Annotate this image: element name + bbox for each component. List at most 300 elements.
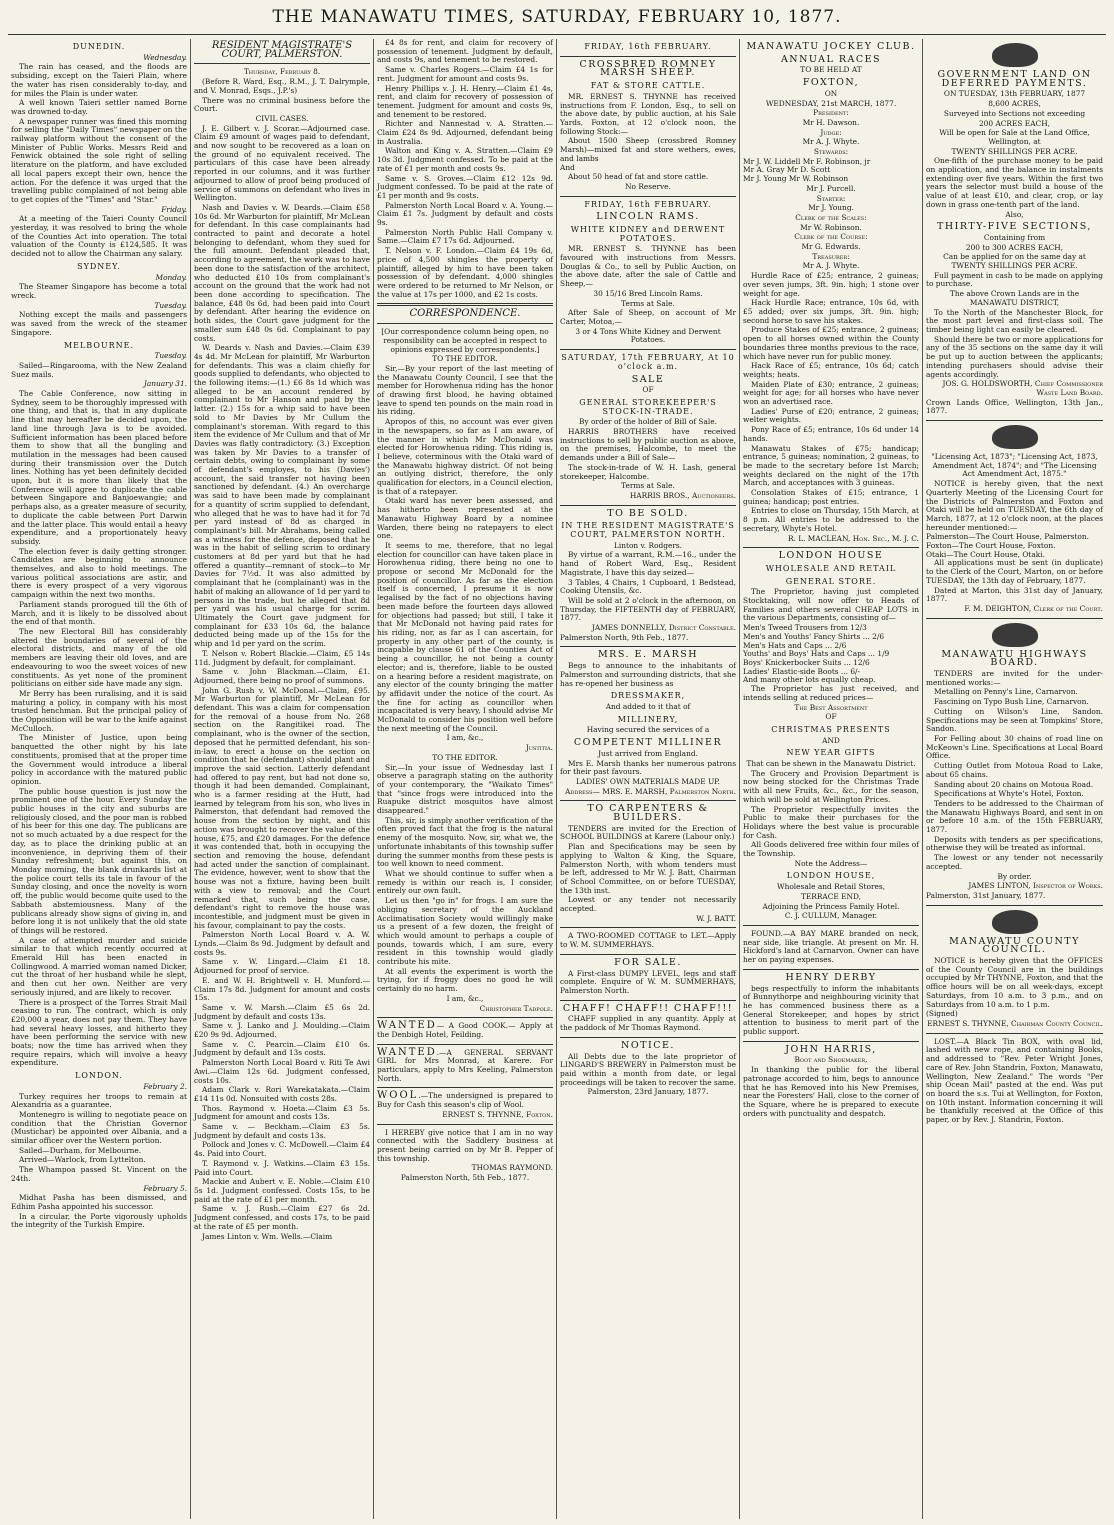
- divider: [560, 954, 736, 955]
- sale-text: And: [560, 163, 575, 173]
- court-paragraph: Palmerston North Public Hall Company v. Same.—Claim £7 17s 6d. Adjourned.: [377, 227, 553, 246]
- ad-signature: W. J. BATT.: [696, 913, 736, 923]
- ad-text: Dated at Marton, this 31st day of January, 1877.: [926, 585, 1103, 604]
- race-entry: Hurdle Race of £25; entrance, 2 guineas; over seven jumps, 3ft. 9in. high; 1 stone over weight for age.: [743, 271, 919, 298]
- court-paragraph: Mackie and Aubert v. E. Noble.—Claim £10 5s 1d. Judgment confessed. Costs 15s, to be paid at the rate of £1 per month.: [194, 1177, 370, 1204]
- royal-crest-icon: [992, 43, 1038, 67]
- ad-text: Mrs E. Marsh thanks her numerous patrons for their past favours.: [560, 758, 736, 777]
- court-date: Thursday, February 8.: [243, 67, 321, 77]
- ad-line: FOXTON,: [802, 77, 860, 89]
- sale-reserve: No Reserve.: [625, 181, 671, 191]
- sale-item: 3 or 4 Tons White Kidney and Derwent Potatoes.: [575, 326, 721, 345]
- officer-label: Clerk of the Course:: [794, 232, 868, 242]
- race-entry: Entries to close on Thursday, 15th March, at 8 p.m. All entries to be addressed to the secretary, Whyte's Hotel.: [743, 506, 919, 533]
- price-item: Ladies' Elastic-side Boots ... 6/-: [743, 666, 861, 676]
- ad-line: DRESSMAKER,: [610, 691, 686, 701]
- divider: [926, 618, 1103, 619]
- ad-text: — A Good COOK.— Apply at the Denbigh Hotel, Feilding.: [377, 1021, 553, 1039]
- column-4: [557, 39, 740, 1519]
- ad-subtitle: IN THE RESIDENT MAGISTRATE'S COURT, PALMERSTON NORTH.: [561, 521, 735, 540]
- ad-line: 200 ACRES EACH,: [978, 118, 1050, 128]
- sale-text: MR. ERNEST S. THYNNE has received instructions from F. London, Esq., to sell on the above date, by public auction, at his Sale Yards, Foxton, at 12 o'clock noon, the following Stock:—: [560, 91, 736, 136]
- ad-line: TO BE HELD AT: [800, 65, 862, 75]
- news-paragraph: Midhat Pasha has been dismissed, and Edhim Pasha appointed his successor.: [11, 1193, 187, 1211]
- ad-text: Will be sold at 2 o'clock in the afternoon, on Thursday, the FIFTEENTH day of FEBRUARY, 1877.: [560, 595, 736, 623]
- divider: [560, 1037, 736, 1038]
- letter-heading: TO THE EDITOR.: [432, 354, 498, 364]
- court-paragraph: Henry Phillips v. J. H. Henry.—Claim £1 4s, rent, and claim for recovery of possession of tenement. Judgment for amount and costs 9s, and tenement to be restored.: [377, 83, 553, 119]
- officer-label: Stewards:: [813, 147, 849, 157]
- ad-text: Cutting Outlet from Motoua Road to Lake, about 65 chains.: [926, 761, 1103, 779]
- ad-title: WANTED: [377, 1020, 437, 1032]
- ad-text: For Felling about 30 chains of road line on McKeown's Line. Specifications at Local Board Office.: [926, 734, 1103, 761]
- court-paragraph: T. Nelson v. Robert Blackie.—Claim, £5 14s 11d. Judgment by default, for complainant.: [194, 648, 370, 667]
- ad-found: FOUND.—A BAY MARE branded on neck, near side, like triangle. At present on Mr. H. Hickford's land at Carnarvon. Owner can have her on paying expenses.: [743, 928, 919, 965]
- ad-text: A First-class DUMPY LEVEL, legs and staff complete. Enquire of W. M. SUMMERHAYS, Palmerston North.: [560, 968, 736, 995]
- ad-text: Cutting on Wilson's Line, Sandon. Specifications may be seen at Tompkins' Store, Sandon.: [926, 706, 1103, 734]
- correspondence-note: [Our correspondence column being open, no responsibility can be accepted in respect to opinions expressed by correspondents.]: [381, 327, 549, 354]
- news-paragraph: Mr Berry has been ruralising, and it is said maturing a policy, in company with his most trusted henchman. But the principal policy of the Opposition will be war to the knife against McCulloch.: [11, 688, 187, 733]
- column-1: [8, 39, 191, 1519]
- ad-line: The above Crown Lands are in the MANAWATU DISTRICT,: [949, 289, 1080, 307]
- ad-line: Can be applied for on the same day at TWENTY SHILLINGS PER ACRE.: [943, 252, 1086, 271]
- divider: [926, 905, 1103, 906]
- ad-title-for-sale: FOR SALE.: [614, 956, 682, 968]
- news-paragraph: Turkey requires her troops to remain at Alexandria as a guarantee.: [11, 1091, 187, 1110]
- sale-text: After Sale of Sheep, on account of Mr Carter, Motoa,—: [560, 308, 736, 326]
- ad-text: By virtue of a warrant, R.M.—16., under the hand of Robert Ward, Esq., Resident Magistrate, I have this day seized—: [560, 550, 736, 577]
- ad-text: The lowest or any tender not necessarily accepted.: [926, 853, 1103, 871]
- news-paragraph: Sailed—Durham, for Melbourne.: [19, 1145, 142, 1155]
- ad-text: Lowest or any tender not necessarily accepted.: [560, 895, 736, 914]
- ad-line: Containing from: [983, 232, 1046, 242]
- officer-label: Starter:: [816, 193, 846, 203]
- news-paragraph: The Cable Conference, now sitting in Sydney, seem to be thoroughly impressed with one thing, and that is, that in any duplicate line that may hereafter be decided upon, the land line through Java is to be avoided. Sufficient information has been placed before them to show that all the bungling and mutilation in the messages had been caused during their transmission over the Dutch lines. Nothing has yet been definitely decided upon, but it is more than likely that the Conference will agree to duplicate the cable between Singapore and Banjoewangie; and perhaps also, as a greater measure of security, to duplicate the cable between Port Darwin and the latter place. This would entail a heavy expenditure, and a proportionately heavy subsidy.: [11, 389, 187, 546]
- divider: [377, 1044, 553, 1045]
- ad-text: .—The undersigned is prepared to Buy for Cash this season's clip of Wool.: [377, 1091, 553, 1110]
- ad-subtitle: ANNUAL RACES: [780, 53, 882, 65]
- letter-close: I am, &c.,: [446, 993, 484, 1003]
- divider: [743, 925, 919, 926]
- divider: [377, 1017, 553, 1018]
- ad-line: Palmerston—The Court House, Palmerston.: [926, 532, 1089, 542]
- officer-name: Mr G. Edwards.: [801, 242, 861, 252]
- court-paragraph: Palmerston North Local Board v. Riti Te Awi Awi.—Claim 12s 6d. Judgment confessed, costs 10s.: [194, 1058, 370, 1085]
- ad-text: NOTICE is hereby given, that the next Quarterly Meeting of the Licensing Court for the Districts of Palmerston and Foxton and Otaki will be held on TUESDAY, the 6th day of March, 1877, at 12 o'clock noon, at the places hereunder mentioned:—: [926, 479, 1103, 532]
- ad-cottage: A TWO-ROOMED COTTAGE to LET.—Apply to W. M. SUMMERHAYS.: [560, 931, 736, 950]
- sale-terms: Terms at Sale.: [621, 298, 675, 308]
- ad-line: LONDON HOUSE,: [786, 871, 876, 881]
- ad-title-to-be-sold: TO BE SOLD.: [607, 507, 689, 519]
- divider: [377, 1124, 553, 1125]
- dateline-day: Friday.: [161, 204, 187, 214]
- ad-text: 3 Tables, 4 Chairs, 1 Cupboard, 1 Bedstead, Cooking Utensils, &c.: [560, 577, 736, 596]
- officer-name: Mr J. Young.: [808, 203, 854, 213]
- ad-line: Surveyed into Sections not exceeding: [943, 108, 1086, 118]
- court-paragraph: T. Nelson v. F. London.—Claim £4 19s 6d, price of 4,500 shingles the property of plaintiff, alleged by him to have been taken possession of by defendant. 4,000 shingles were ordered to be returned to Mr Nelson, or the value at 17s per 1000, and £2 1s costs.: [377, 246, 553, 299]
- column-5: [740, 39, 923, 1519]
- divider: [560, 800, 736, 801]
- news-paragraph: A newspaper runner was fined this morning for selling the "Daily Times" newspaper on the railway platform without the consent of the Minister of Public Works. Messrs Reid and Fenwick obtained the sole right of selling literature on the platform, and have excluded all local papers except their own, hence the action. For the defence it was urged that the travelling public complained of not being able to get copies of the "Times" and "Star.": [11, 116, 187, 204]
- news-paragraph: Parliament stands prorogued till the 6th of March, and it is likely to be dissolved about the end of that month.: [11, 599, 187, 627]
- sale-title: CROSSBRED ROMNEY MARSH SHEEP.: [579, 58, 717, 79]
- officer-name: Mr A. Gray Mr D. Scott: [743, 165, 831, 175]
- court-paragraph: Walton and King v. A. Stratten.—Claim £9 10s 3d. Judgment confessed. To be paid at the rate of £1 per month and costs 9s.: [377, 146, 553, 173]
- ad-text: CHAFF supplied in any quantity. Apply at the paddock of Mr Thomas Raymond.: [560, 1014, 736, 1033]
- ad-wanted-cook: [377, 1022, 553, 1039]
- divider: [560, 505, 736, 506]
- court-paragraph: E. and W. H. Brightwell v. H. Munford.—Claim 17s 8d. Judgment for amount and costs 15s.: [194, 975, 370, 1003]
- ad-wanted-servant: [377, 1046, 553, 1084]
- page-columns: [8, 39, 1106, 1519]
- price-item: And many other lots equally cheap.: [743, 675, 876, 685]
- letter-paragraph: This, sir, is simply another verification of the often proved fact that the frog is the natural enemy of the mosquito. Now, sir, what we, the unfortunate inhabitants of this township suffer during the summer months from these pests is too well known to need comment.: [377, 815, 553, 869]
- letter-paragraph: At all events the experiment is worth the trying, for if froggy does no good he will certainly do no harm.: [377, 966, 553, 994]
- news-paragraph: A case of attempted murder and suicide similar to that which recently occurred at Emerald Hill has been enacted in Collingwood. A married woman named Dicker, cut the throat of her husband while he slept, and then cut her own. Neither are very seriously injured, and are likely to recover.: [11, 935, 187, 997]
- ad-line: MILLINERY,: [617, 714, 679, 724]
- sale-item: About 50 head of fat and store cattle.: [568, 172, 709, 182]
- ad-line: TWENTY SHILLINGS PER ACRE.: [951, 146, 1078, 156]
- ad-line: 200 to 300 ACRES EACH,: [965, 242, 1064, 252]
- ad-text: To the North of the Manchester Block, for the most part level and first-class soil. The timber being light can easily be cleared.: [926, 307, 1103, 334]
- ad-line: (Signed): [926, 1009, 958, 1019]
- ad-address: Address— MRS. E. MARSH, Palmerston North.: [565, 786, 736, 796]
- news-paragraph: The new Electoral Bill has considerably altered the boundaries of several of the electoral districts, and many of the old members are leaving their old loves, and are endeavouring to woo the sweet voices of new constituents. As yet none of the prominent politicians on either side have made any sign.: [11, 627, 187, 689]
- price-item: Youths' and Boys' Hats and Caps ... 1/9: [743, 649, 890, 659]
- ad-subtitle: Boot and Shoemaker,: [794, 1055, 868, 1065]
- court-paragraph: Same v. W. Lingard.—Claim £1 18. Adjourned for proof of service.: [194, 957, 370, 976]
- officer-label: President:: [813, 108, 849, 118]
- news-paragraph: Nothing except the mails and passengers was saved from the wreck of the steamer Singapore.: [11, 310, 187, 337]
- ad-text: Specifications at Whyte's Hotel, Foxton.: [934, 789, 1084, 799]
- ad-title-derby: HENRY DERBY: [785, 971, 877, 983]
- ad-line: Wholesale and Retail Stores,: [777, 882, 885, 892]
- letter-paragraph: Sir,—In your issue of Wednesday last I observe a paragraph stating on the authority of your contemporary, the "Waikato Times" that "since frogs were introduced into the Ruapuke district mosquitos have almost disappeared.": [377, 762, 553, 816]
- ad-text: The Grocery and Provision Department is now being stocked for the Christmas Trade with all new Fruits, &c., &c., for the season, which will be sold at Wellington Prices.: [743, 768, 919, 804]
- sale-order: By order of the holder of Bill of Sale.: [579, 417, 717, 427]
- dateline-london: LONDON.: [75, 1071, 123, 1081]
- dateline-day: Tuesday.: [154, 300, 187, 310]
- ad-wool: [377, 1092, 553, 1119]
- news-paragraph: Sailed—Ringarooma, with the New Zealand Suez mails.: [11, 360, 187, 379]
- sale-date: SATURDAY, 17th FEBRUARY, At 10 o'clock a.m.: [561, 353, 735, 371]
- letter-close: I am, &c.,: [446, 733, 484, 743]
- news-paragraph: The election fever is daily getting stronger. Candidates are beginning to announce themselves, and also to hold meetings. The various political associations are astir, and there is every prospect of a very vigorous campaign within the next two months.: [11, 546, 187, 600]
- race-entry: Produce Stakes of £25; entrance, 2 guineas; open to all horses owned within the County boundaries three months previous to the race, which have never run for public money.: [743, 325, 919, 361]
- ad-line: Foxton—The Court House, Foxton.: [926, 541, 1056, 551]
- sale-signature: HARRIS BROS., Auctioneers.: [629, 490, 736, 500]
- officer-name: Mr J. Young Mr W. Robinson: [743, 174, 849, 184]
- court-paragraph: Same v. S. Groves.—Claim £12 12s 9d. Judgment confessed. To be paid at the rate of £1 per month and 9s costs.: [377, 173, 553, 200]
- court-paragraph: Same v. J. Lanko and J. Moulding.—Claim £20 9s 9d. Adjourned.: [194, 1021, 370, 1040]
- ad-text: All Debts due to the late proprietor of LINGARD'S BREWERY in Palmerston must be paid within a month from date, or legal proceedings will be taken to recover the same.: [560, 1051, 736, 1087]
- ad-signature: JOS. G. HOLDSWORTH, Chief Commissioner Waste Land Board.: [942, 379, 1103, 397]
- sale-item: 30 15/16 Bred Lincoln Rams.: [593, 288, 703, 298]
- officer-label: Treasurer:: [812, 251, 850, 261]
- ad-text: Metalling on Penny's Line, Carnarvon.: [934, 687, 1078, 697]
- news-paragraph: A well known Taieri settler named Borne was drowned to-day.: [11, 98, 187, 116]
- news-paragraph: In a circular, the Porte vigorously upholds the integrity of the Turkish Empire.: [11, 1211, 187, 1230]
- ad-title-government-land: GOVERNMENT LAND ON DEFERRED PAYMENTS.: [937, 69, 1092, 89]
- divider: [743, 1041, 919, 1042]
- ad-text: Fascining on Typo Bush Line, Carnarvon.: [934, 697, 1089, 707]
- race-entry: Hack Hurdle Race; entrance, 10s 6d, with £5 added; over six jumps, 3ft. 9in. high; second horse to save his stakes.: [743, 298, 919, 325]
- divider: [377, 1087, 553, 1088]
- ad-date: Palmerston North, 9th Feb., 1877.: [560, 632, 689, 642]
- ad-text: I HEREBY give notice that I am in no way connected with the Saddlery business at present being carried on by Mr B. Pepper of this township.: [377, 1127, 553, 1163]
- ad-date: Palmerston, 23rd January, 1877.: [587, 1087, 709, 1097]
- sale-text: HARRIS BROTHERS have received instructions to sell by public auction as above, on the premises, Halcombe, to meet the demands under a Bill of Sale—: [560, 427, 736, 463]
- officer-name: Mr A. J. Whyte.: [802, 137, 860, 147]
- ad-line: Otaki—The Court House, Otaki.: [926, 549, 1045, 559]
- ad-date: Crown Lands Office, Wellington, 13th Jan., 1877.: [926, 397, 1103, 416]
- news-paragraph: Montenegro is willing to negotiate peace on condition that the Christian Governor (Mustichar) be appointed over Albania, and a similar officer over the Western portion.: [11, 1109, 187, 1146]
- divider: [560, 349, 736, 350]
- column-3: [374, 39, 557, 1519]
- ad-line: And added to it that of: [605, 702, 691, 711]
- news-paragraph: The Minister of Justice, upon being banquetted the other night by his late constituents, promised that at the proper time the Government would introduce a liberal policy in accordance with the matured public opinion.: [11, 733, 187, 786]
- ad-signature: R. L. MACLEAN, Hon. Sec., M. J. C.: [787, 533, 919, 543]
- ad-subtitle: GENERAL STORE.: [785, 576, 877, 586]
- court-paragraph: Same v. W. Marsh.—Claim £5 6s 2d. Judgment by default and costs 13s.: [194, 1002, 370, 1021]
- sale-date: FRIDAY, 16th FEBRUARY.: [584, 42, 712, 51]
- ad-line: CHRISTMAS PRESENTS: [771, 724, 891, 734]
- ad-text: The Proprietor respectfully invites the Public to make their purchases for the Holidays where the best value is procurable for Cash.: [743, 804, 919, 840]
- royal-crest-icon: [992, 910, 1038, 934]
- letter-paragraph: It seems to me, therefore, that no legal election for councillor can have taken place in Horowhenua riding, there being no one to propose or second Mr McDonald for the position of councillor. As far as the election itself is concerned, I presume it is now legalised by the fact of no objections having been made before the fourteen days allowed for objections had passed; but still, I take it that Mr McDonald not having paid rates for his riding, nor, as far as I can ascertain, for property in any other part of the county, is incapable by clause 61 of the Counties Act of being a councillor, he not being a county elector; and is, therefore, liable to be ousted on a hearing before a resident magistrate, on any elector of the county bringing the matter by affidavit under the notice of the court. As the fine for acting as councillor when incapacitated is very heavy, I should advise Mr McDonald to consider his position well before the next meeting of the Council.: [377, 540, 553, 733]
- letter-signature: Justitia.: [525, 743, 553, 753]
- divider: [560, 196, 736, 197]
- court-paragraph: James Linton v. Wm. Wells.—Claim: [202, 1231, 333, 1241]
- ad-notice-raymond: [377, 1129, 553, 1183]
- ad-title-harris: JOHN HARRIS,: [785, 1043, 877, 1055]
- news-paragraph: The rain has ceased, and the floods are subsiding, except on the Taieri Plain, where the water has risen considerably to-day, and for miles the Plain is under water.: [11, 62, 187, 98]
- sale-of: OF: [642, 385, 654, 395]
- divider: [377, 303, 553, 306]
- dateline-day: January 31.: [143, 379, 187, 389]
- divider: [377, 323, 553, 324]
- dateline-day: February 5.: [143, 1183, 187, 1193]
- ad-line: WEDNESDAY, 21st MARCH, 1877.: [765, 98, 897, 108]
- ad-line: Adjoining the Princess Family Hotel.: [762, 901, 900, 911]
- ad-text: TENDERS are invited for the under-mentioned works:—: [926, 669, 1103, 687]
- sale-title: LINCOLN RAMS.: [596, 211, 700, 223]
- ad-title-marsh: MRS. E. MARSH: [597, 649, 699, 661]
- ad-text: In thanking the public for the liberal patronage accorded to him, begs to announce that he has Removed into his New Premises, near the Foresters' Hall, close to the corner of the Square, where he is prepared to execute orders with punctuality and despatch.: [743, 1065, 919, 1118]
- ad-signature: ERNEST S. THYNNE, Foxton.: [442, 1109, 553, 1119]
- divider: [560, 1000, 736, 1001]
- divider: [743, 547, 919, 548]
- ad-title: WOOL: [377, 1090, 419, 1102]
- sale-subtitle: FAT & STORE CATTLE.: [590, 81, 706, 91]
- ad-line: TERRACE END,: [800, 891, 862, 901]
- news-paragraph: The public house question is just now the prominent one of the hour. Every Sunday the public houses in the city and suburbs are religiously closed, and the poor man is robbed of his beer for this one day. The publicans are not so much actuated by a due respect for the day, as to place the drinking public at an inconvenience, in depriving them of their Sunday refreshment; but against this, on Monday morning, the blank drunkards list at the police court tells its tale in favour of the Sunday closing, and once the novelty is worn off, the public would become quite used to the Sabbath abstemiousness. Many of the publicans already show signs of giving in, and before long it is not unlikely that the old state of things will be restored.: [11, 786, 187, 935]
- ad-line: OF: [825, 712, 837, 722]
- ad-line: That can be shewn in the Manawatu District.: [746, 759, 916, 769]
- ad-text: All applications must be sent (in duplicate) to the Clerk of the Court, Marton, on or before TUESDAY, the 13th day of February, 1877.: [926, 558, 1103, 585]
- price-item: Men's and Youths' Fancy Shirts ... 2/6: [743, 631, 885, 641]
- ad-title-chaff: CHAFF! CHAFF!! CHAFF!!!: [562, 1002, 734, 1014]
- ad-text: Deposits with tenders as per specifications, otherwise they will be treated as informal.: [926, 834, 1103, 853]
- court-paragraph: Nash and Davies v. W. Deards.—Claim £58 10s 6d. Mr Warburton for plaintiff, Mr McLean for defendant. In this case complainants had contracted to paint and decorate a hotel belonging to defendant, whom they sued for the full amount. Defendant pleaded that, according to agreement, the work was to have been done to the satisfaction of the architect, who deducted £10 10s from complainant's account on the ground that the work had not been done according to specification. The balance, £48 0s 6d, had been paid into Court by defendant. After hearing the evidence on both sides, the Court gave judgment for the smaller sum £48 0s 6d. Complainant to pay costs.: [194, 202, 370, 343]
- letter-paragraph: Sir,—By your report of the last meeting of the Manawatu County Council, I see that the member for Horowhenua riding has the honor of drawing first blood, he having obtained leave to spend ten pounds on the main road in his riding.: [377, 363, 553, 417]
- ad-line: By order.: [997, 871, 1032, 881]
- news-paragraph: The Steamer Singapore has become a total wreck.: [11, 282, 187, 300]
- ad-line: Just arrived from England.: [598, 748, 698, 758]
- ad-date: Palmerston North, 5th Feb., 1877.: [400, 1173, 530, 1183]
- civil-cases-heading: CIVIL CASES.: [255, 113, 309, 123]
- court-paragraph: Same v. C. Pearcin.—Claim £10 6s. Judgment by default and 13s costs.: [194, 1039, 370, 1058]
- masthead: [8, 0, 1106, 35]
- officer-name: Mr W. Robinson.: [800, 222, 862, 232]
- officer-name: Mr J. Purcell.: [806, 183, 856, 193]
- ad-date: Palmerston, 31st January, 1877.: [926, 890, 1046, 900]
- divider: [560, 927, 736, 928]
- court-paragraph: W. Deards v. Nash and Davies.—Claim £39 4s 4d. Mr McLean for plaintiff, Mr Warburton for defendants. This was a claim chiefly for goods supplied to defendants, who objected to the following items:—(1.) £6 8s 1d which was alleged to be an account rendered by complainant to Mr Hanson and paid by the latter. (2.) 15s for a whip said to have been sold to Mr Davies by Mr Cullum the complainant's storeman. With regard to this item the evidence of Mr Cullum and that of Mr Davies was flatly contradictory. (3.) Exception was taken by Mr Davies to a transfer of certain debts, owing to complainant by some of defendant's employes, to his (Davies') account, the said transfer not having been sanctioned by defendant. (4.) An overcharge was said to have been made by complainant for a quantity of scrim supplied to defendant, who alleged that he was to have had it for 7d per yard instead of 8d as charged in complainant's bill. Mr Abrahams, being called as a witness for the defence, deposed that he was in the habit of selling scrim to ordinary customers at 8d per yard but that he had offered a quantity—remnant of stock—to Mr Davies for 7½d. It was also admitted by complainant that he (complainant) was in the habit of making an allowance of 1d per yard to persons in the trade, but he alleged that 8d per yard was his usual charge for scrim. Ultimately the Court gave judgment for complainant for £33 10s 6d, the balance deducted being made up of the 15s for the whip and 1d per yard on the scrim.: [194, 343, 370, 649]
- letter-paragraph: Apropos of this, no account was ever given in the newspapers, so far as I am aware, of the manner in which Mr McDonald was elected for Horowhenua riding. This riding is, I believe, coterminous with the Otaki ward of the Manawatu highway district. Of not being an outlying district, therefore, the only qualification for electors, in a Council election, is that of a ratepayer.: [377, 417, 553, 496]
- ad-lost: LOST.—A Black Tin BOX, with oval lid, lashed with new rope, and containing Books, and addressed to "Rev. Peter Wright Jones, care of Rev. John Standrin, Foxton, Manawatu, Wellington, New Zealand." The words "Per ship Ocean Mail" pasted at the end. Was put on board the s.s. Tui at Wellington, for Foxton, on 10th instant. Information concerning it will be thankfully received at the Office of this paper, or by Rev. J. Standrin, Foxton.: [926, 1036, 1103, 1125]
- ad-line: LADIES' OWN MATERIALS MADE UP.: [576, 776, 720, 786]
- ad-signature: ERNEST S. THYNNE, Chairman County Council.: [927, 1018, 1103, 1028]
- ad-line: THIRTY-FIVE SECTIONS,: [937, 221, 1092, 233]
- ad-text: Sanding about 20 chains on Motoua Road.: [934, 779, 1094, 789]
- ad-title: WANTED: [377, 1046, 437, 1058]
- news-paragraph: The Whampoa passed St. Vincent on the 24th.: [11, 1165, 187, 1183]
- ad-text: One-fifth of the purchase money to be paid on application, and the balance in instalments extending over five years. Within the first two years the selector must build a house of the value of at least £10, and clear, crop, or lay down in grass one-tenth part of the land.: [926, 156, 1103, 209]
- ad-line: Also,: [1005, 209, 1024, 219]
- letter-paragraph: Otaki ward has never been assessed, and has hitherto been represented at the Manawatu Highway Board by a nominee Warden, there being no ratepayers to elect one.: [377, 496, 553, 541]
- dateline-dunedin: DUNEDIN.: [72, 42, 126, 51]
- sale-date: FRIDAY, 16th FEBRUARY.: [584, 199, 712, 209]
- ad-title-highways-board: MANAWATU HIGHWAYS BOARD.: [941, 648, 1088, 669]
- news-paragraph: There is a prospect of the Torres Strait Mail ceasing to run. The contract, which is only £20,000 a year, does not pay them. They have had several heavy losses, and hitherto they have been performing the service with new boats; now the time has arrived when they require repairs, which will involve a heavy expenditure.: [11, 997, 187, 1068]
- race-entry: Ladies' Purse of £20; entrance, 2 guineas; welter weights.: [743, 406, 919, 425]
- divider: [743, 969, 919, 970]
- letter-heading: TO THE EDITOR.: [432, 752, 498, 762]
- divider: [194, 63, 370, 64]
- race-entry: Hack Race of £5; entrance, 10s 6d; catch weights; heats.: [743, 361, 919, 379]
- ad-signature: F. M. DEIGHTON, Clerk of the Court.: [964, 603, 1103, 613]
- sale-item: About 1500 Sheep (crossbred Romney Marsh)—mixed fat and store wethers, ewes, and lambs: [560, 136, 736, 163]
- ad-line: Note the Address—: [794, 858, 868, 868]
- column-6: [923, 39, 1106, 1519]
- section-heading-correspondence: CORRESPONDENCE.: [409, 308, 521, 320]
- court-paragraph: Adam Clark v. Rori Warekatakata.—Claim £14 11s 0d. Nonsuited with costs 28s.: [194, 1085, 370, 1103]
- ad-signature: THOMAS RAYMOND.: [471, 1163, 553, 1173]
- section-heading-court: RESIDENT MAGISTRATE'S COURT, PALMERSTON.: [211, 40, 353, 60]
- ad-text: begs respectfully to inform the inhabitants of Bunnythorpe and neighbouring vicinity that he has commenced business there as a General Storekeeper, and hopes by strict attention to business to merit part of the public support.: [743, 983, 919, 1037]
- officer-label: Judge:: [820, 127, 842, 137]
- divider: [560, 56, 736, 57]
- ad-case: Linton v. Rodgers.: [613, 540, 683, 550]
- dateline-day: Tuesday.: [154, 351, 187, 361]
- dateline-day: February 2.: [143, 1081, 187, 1091]
- ad-text: All Goods delivered free within four miles of the Township.: [743, 840, 919, 859]
- court-paragraph: Palmerston North Local Board v. A. W. Lynds.—Claim 8s 9d. Judgment by default and costs 9s.: [194, 930, 370, 957]
- officer-label: Clerk of the Scales:: [795, 212, 867, 222]
- ad-text: Should there be two or more applications for any of the 35 sections on the same day it will be put up to auction between the applicants; intending purchasers should advise their agents accordingly.: [926, 334, 1103, 379]
- ad-line: COMPETENT MILLINER: [573, 737, 723, 749]
- price-item: Men's Hats and Caps ... 2/6: [743, 640, 847, 650]
- court-paragraph: John G. Rush v. W. McDonal.—Claim, £95. Mr Warburton for plaintiff, Mr McLean for defendant. This was a claim for compensation for the removal of a house from No. 268 section on the Rangitikei road. The complainant, who is the owner of the section, deposed that he permitted defendant, his son-in-law, to erect a house on the section on condition that he (defendant) should plant and improve the said section. Latterly defendant had offered to pay rent, but had not done so, though it had been demanded. Complainant, who is a farmer residing at the Hutt, had learned by telegram from his son, who lives in Palmerston, that defendant had removed the house from the section by night, and this action was brought to recover the value of the house, £75, and £20 damages. For the defence it was contended that, both in occupying the section and removing the house, defendant had acted under the sanction of complainant. The evidence, however, went to show that the house was not a fixture, having been built with a view to removal; and the Court remarked that, such being the case, defendant's right to remove the house was incontestible, and judgment must be given in his favour, complainant to pay the costs.: [194, 685, 370, 930]
- ad-text: TENDERS are invited for the Erection of SCHOOL BUILDINGS at Karere (Labour only.): [560, 823, 736, 842]
- court-paragraph: Same v. John Blackman.—Claim, £1. Adjourned, there being no proof of summons.: [194, 667, 370, 685]
- court-paragraph: (Before R. Ward, Esq., R.M., J. T. Dalrymple, and V. Monrad, Esqs., J.P.'s): [194, 77, 370, 95]
- race-entry: Pony Race of £5; entrance, 10s 6d under 14 hands.: [743, 425, 919, 443]
- race-entry: Manawatu Stakes of £75; handicap; entrance, 5 guineas; nomination, 2 guineas, to be made to the secretary before 1st March; weights declared on the night of the 17th March, and acceptances with 3 guineas.: [743, 443, 919, 488]
- court-paragraph: T. Raymond v. J. Watkins.—Claim £3 15s. Paid into Court.: [194, 1158, 370, 1177]
- ad-text: The Proprietor, having just completed Stocktaking, will now offer to Heads of Families and others several CHEAP LOTS in the various Departments, consisting of—: [743, 587, 919, 623]
- ad-text: Tenders to be addressed to the Chairman of the Manawatu Highways Board, and sent in on or before 10 a.m. of the 15th FEBRUARY, 1877.: [926, 798, 1103, 835]
- divider: [926, 420, 1103, 421]
- sale-text: MR. ERNEST S. THYNNE has been favoured with instructions from Messrs. Douglas & Co., to sell by Public Auction, on the above date, after the sale of Cattle and Sheep,—: [560, 244, 736, 289]
- ad-title-jockey-club: MANAWATU JOCKEY CLUB.: [746, 41, 916, 52]
- race-entry: Maiden Plate of £30; entrance, 2 guineas; weight for age; for all horses who have never won an advertised race.: [743, 379, 919, 407]
- column-2: [191, 39, 374, 1519]
- news-paragraph: At a meeting of the Taieri County Council yesterday, it was resolved to bring the whole of the Counties Act into operation. The total valuation of the County is £124,585. It was decided not to allow the Chairman any salary.: [11, 214, 187, 259]
- ad-line: NEW YEAR GIFTS: [786, 748, 876, 758]
- letter-paragraph: Let us then "go in" for frogs. I am sure the obliging secretary of the Auckland Acclimatisation Society would willingly make us a present of a few dozen, the freight of which would amount to perhaps a couple of pounds, towards which, I am sure, every resident in this township would gladly contribute his mite.: [377, 896, 553, 967]
- ad-signature: JAMES LINTON, Inspector of Works.: [968, 881, 1103, 891]
- dateline-melbourne: MELBOURNE.: [63, 340, 135, 350]
- ad-text: NOTICE is hereby given that the OFFICES of the County Council are in the buildings occupied by Mr THYNNE, Foxton, and that the office hours will be on all week-days, except Saturdays, from 10 a.m. to 3 p.m., and on Saturdays from 10 a.m. to 1 p.m.: [926, 956, 1103, 1009]
- ad-text: The Proprietor has just received, and intends selling at reduced prices—: [743, 684, 919, 702]
- divider: [560, 646, 736, 647]
- masthead-title: THE MANAWATU TIMES, SATURDAY, FEBRUARY 10, 1877.: [272, 7, 842, 27]
- ad-title-carpenters: TO CARPENTERS & BUILDERS.: [587, 803, 709, 824]
- ad-text: Plan and Specifications may be seen by applying to Walton & King, the Square, Palmerston North, with whom tenders must be left, addressed to Mr W. J. Batt, Chairman of School Committee, on or before TUESDAY, the 13th inst.: [560, 842, 736, 895]
- ad-title-county-council: MANAWATU COUNTY COUNCIL.: [949, 935, 1080, 956]
- ad-text: Begs to announce to the inhabitants of Palmerston and surrounding districts, that she has re-opened her business as: [560, 661, 736, 688]
- ad-line: ON: [824, 88, 838, 98]
- officer-name: Mr A. J. Whyte.: [802, 261, 860, 271]
- dateline-day: Wednesday.: [143, 52, 187, 62]
- ad-signature: C. J. CULLUM, Manager.: [784, 911, 878, 921]
- court-paragraph: J. E. Gilbert v. J. Scorar.—Adjourned case. Claim £9 amount of wages paid to defendant, and now sought to be recovered as a loan on the ground of no equivalent received. The particulars of this case have been already reported in our columns, and it was further adjourned to allow of proof being produced of service of summons on defendant who lives in Wellington.: [194, 123, 370, 203]
- dateline-day: Monday.: [155, 272, 187, 282]
- sale-terms: Terms at Sale.: [621, 481, 675, 491]
- court-paragraph: Palmerston North Local Board v. A. Young.—Claim £1 7s. Judgment by default and costs 9s.: [377, 200, 553, 228]
- ad-line: AND: [822, 735, 840, 745]
- ad-line: Having secured the services of a: [586, 725, 710, 735]
- ad-text: Full payment in cash to be made on applying to purchase.: [926, 270, 1103, 289]
- ad-line: Will be open for Sale at the Land Office, Wellington, at: [939, 128, 1090, 146]
- ad-signature: JAMES DONNELLY, District Constable.: [591, 623, 736, 633]
- letter-signature: Christopher Tadpole.: [479, 1003, 553, 1013]
- race-entry: Consolation Stakes of £15; entrance, 1 guinea; handicap; post entries.: [743, 488, 919, 506]
- sale-title: SALE: [631, 373, 665, 385]
- court-paragraph: Richter and Nannestad v. A. Stratten.—Claim £24 8s 9d. Adjourned, defendant being in Australia.: [377, 119, 553, 146]
- ad-line: 8,600 ACRES,: [988, 99, 1041, 109]
- court-paragraph: Same v. Charles Rogers.—Claim £4 1s for rent. Judgment for amount and costs 9s.: [377, 65, 553, 83]
- court-paragraph: Thos. Raymond v. Hoeta.—Claim £3 5s. Judgment for amount and costs 13s.: [194, 1103, 370, 1122]
- dateline-sydney: SYDNEY.: [77, 261, 121, 271]
- ad-title-notice: NOTICE.: [621, 1039, 675, 1051]
- officer-name: Mr H. Dawson.: [802, 117, 860, 127]
- sale-subtitle: GENERAL STOREKEEPER'S STOCK-IN-TRADE.: [579, 397, 717, 416]
- ad-line: The Best Assortment: [794, 702, 868, 712]
- price-item: Boys' Knickerbocker Suits ... 12/6: [743, 658, 870, 667]
- sale-item: The stock-in-trade of W. H. Lash, general storekeeper, Halcombe.: [560, 462, 736, 481]
- ad-line: "Licensing Act, 1873"; "Licensing Act, 1873, Amendment Act, 1874"; and "The Licensing Act Amendment Act, 1875.": [931, 452, 1098, 479]
- letter-paragraph: What we should continue to suffer when a remedy is within our reach is, I consider, entirely our own fault.: [377, 868, 553, 896]
- sale-subtitle: WHITE KIDNEY and DERWENT POTATOES.: [570, 224, 726, 243]
- court-paragraph: Pollock and Jones v. C. McDowell.—Claim £4 4s. Paid into Court.: [194, 1140, 370, 1159]
- court-paragraph: Same v. J. Rush.—Claim £27 6s 2d. Judgment confessed, and costs 17s, to be paid at the rate of £5 per month.: [194, 1204, 370, 1231]
- royal-crest-icon: [992, 425, 1038, 449]
- court-paragraph: There was no criminal business before the Court.: [194, 95, 370, 114]
- officer-name: Mr J. W. Liddell Mr F. Robinson, jr: [743, 156, 871, 166]
